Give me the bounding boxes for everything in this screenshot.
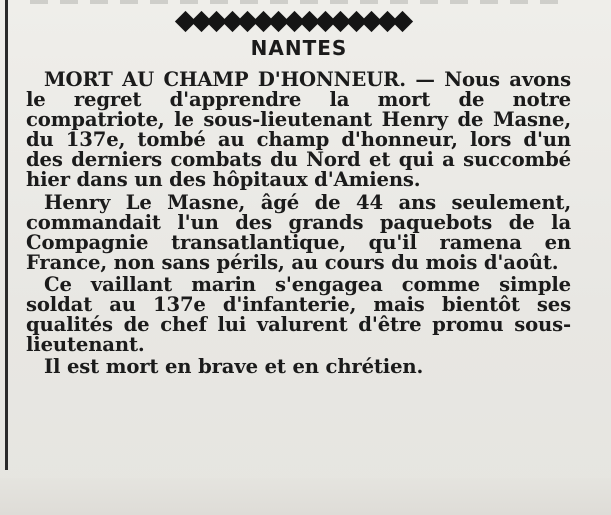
previous-column-bleed [30,0,570,4]
article-paragraph-2: Henry Le Masne, âgé de 44 ans seulement, commandait l'un des grands paquebots de la Compagnie transatlantique, qu'il ramena en France, non sans périls, au cours du mois d'août. [26,190,571,274]
column-rule [5,0,8,470]
section-heading [0,36,590,60]
article-body [26,70,571,379]
article-paragraph-4: Il est mort en brave et en chrétien. [44,355,424,379]
diamond-icon [392,10,413,31]
diamond-ornament-rule [178,10,410,32]
article-paragraph-1: MORT AU CHAMP D'HONNEUR. — Nous avons le regret d'apprendre la mort de notre compatriote, le sous-lieutenant Henry de Masne, du 137e, tombé au champ d'honneur, lors d'un des derniers combats du Nord et qui a succombé hier dans un des hôpitaux d'Amiens. [26,68,571,192]
page-bottom-margin [0,478,611,515]
section-title: NANTES [250,36,348,60]
article-paragraph-3: Ce vaillant marin s'engagea comme simple soldat au 137e d'infanterie, mais bientôt ses qualités de chef lui valurent d'être promu sous-lieutenant. [26,272,571,357]
